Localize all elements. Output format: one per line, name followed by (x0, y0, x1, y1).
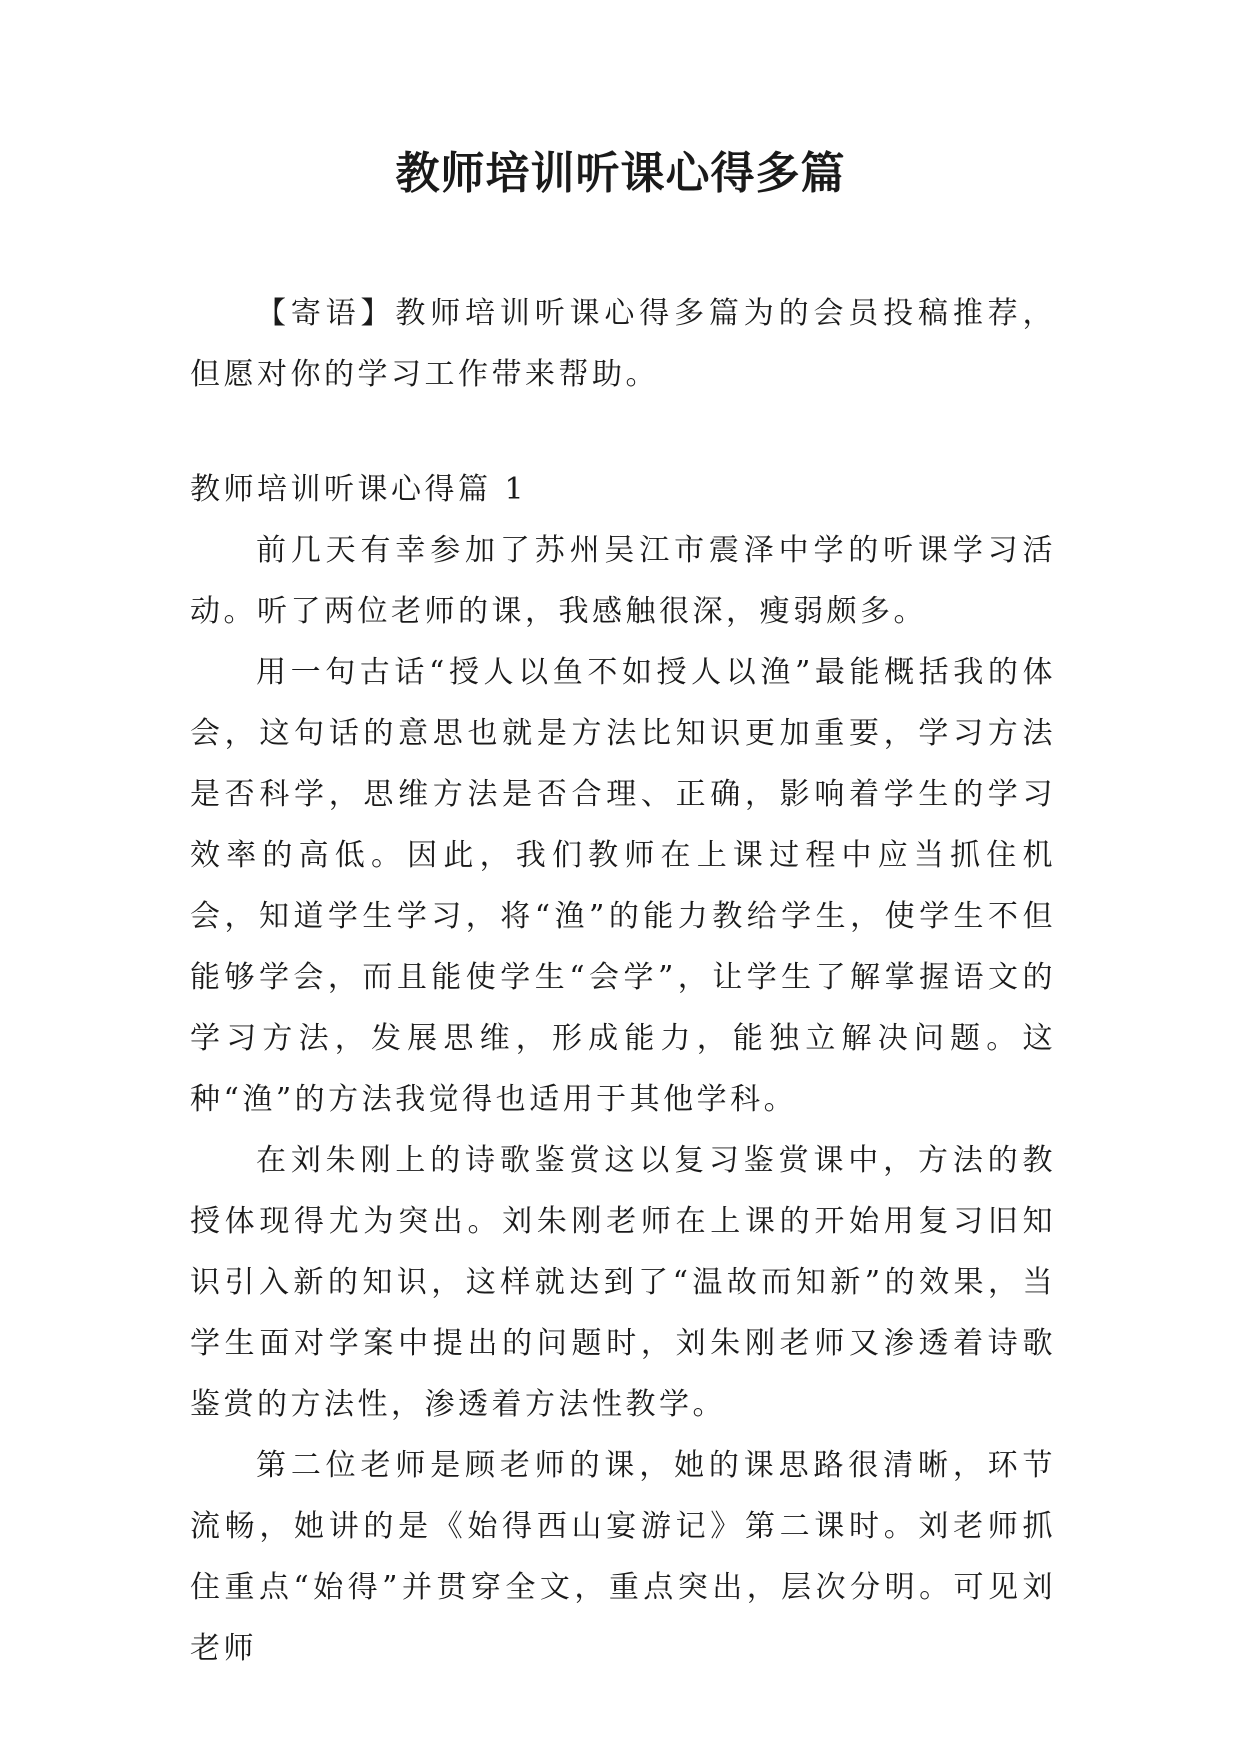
paragraph: 用一句古话“授人以鱼不如授人以渔”最能概括我的体会，这句话的意思也就是方法比知识更加重要，学习方法是否科学，思维方法是否合理、正确，影响着学生的学习效率的高低。因此，我们教师在上课过程中应当抓住机会，知道学生学习，将“渔”的能力教给学生，使学生不但能够学会，而且能使学生“会学”，让学生了解掌握语文的学习方法，发展思维，形成能力，能独立解决问题。这种“渔”的方法我觉得也适用于其他学科。 (190, 655, 1056, 1117)
paragraph: 前几天有幸参加了苏州吴江市震泽中学的听课学习活动。听了两位老师的课，我感触很深，瘦弱颇多。 (190, 533, 1056, 629)
paragraph: 第二位老师是顾老师的课，她的课思路很清晰，环节流畅，她讲的是《始得西山宴游记》第二课时。刘老师抓住重点“始得”并贯穿全文，重点突出，层次分明。可见刘老师 (190, 1448, 1056, 1666)
paragraph: 在刘朱刚上的诗歌鉴赏这以复习鉴赏课中，方法的教授体现得尤为突出。刘朱刚老师在上课的开始用复习旧知识引入新的知识，这样就达到了“温故而知新”的效果，当学生面对学案中提出的问题时，刘朱刚老师又渗透着诗歌鉴赏的方法性，渗透着方法性教学。 (190, 1143, 1056, 1422)
section-heading: 教师培训听课心得篇 1 (190, 472, 528, 507)
document-title: 教师培训听课心得多篇 (395, 148, 846, 199)
intro-paragraph: 【寄语】教师培训听课心得多篇为的会员投稿推荐，但愿对你的学习工作带来帮助。 (190, 296, 1056, 392)
article-body (190, 520, 1056, 1679)
